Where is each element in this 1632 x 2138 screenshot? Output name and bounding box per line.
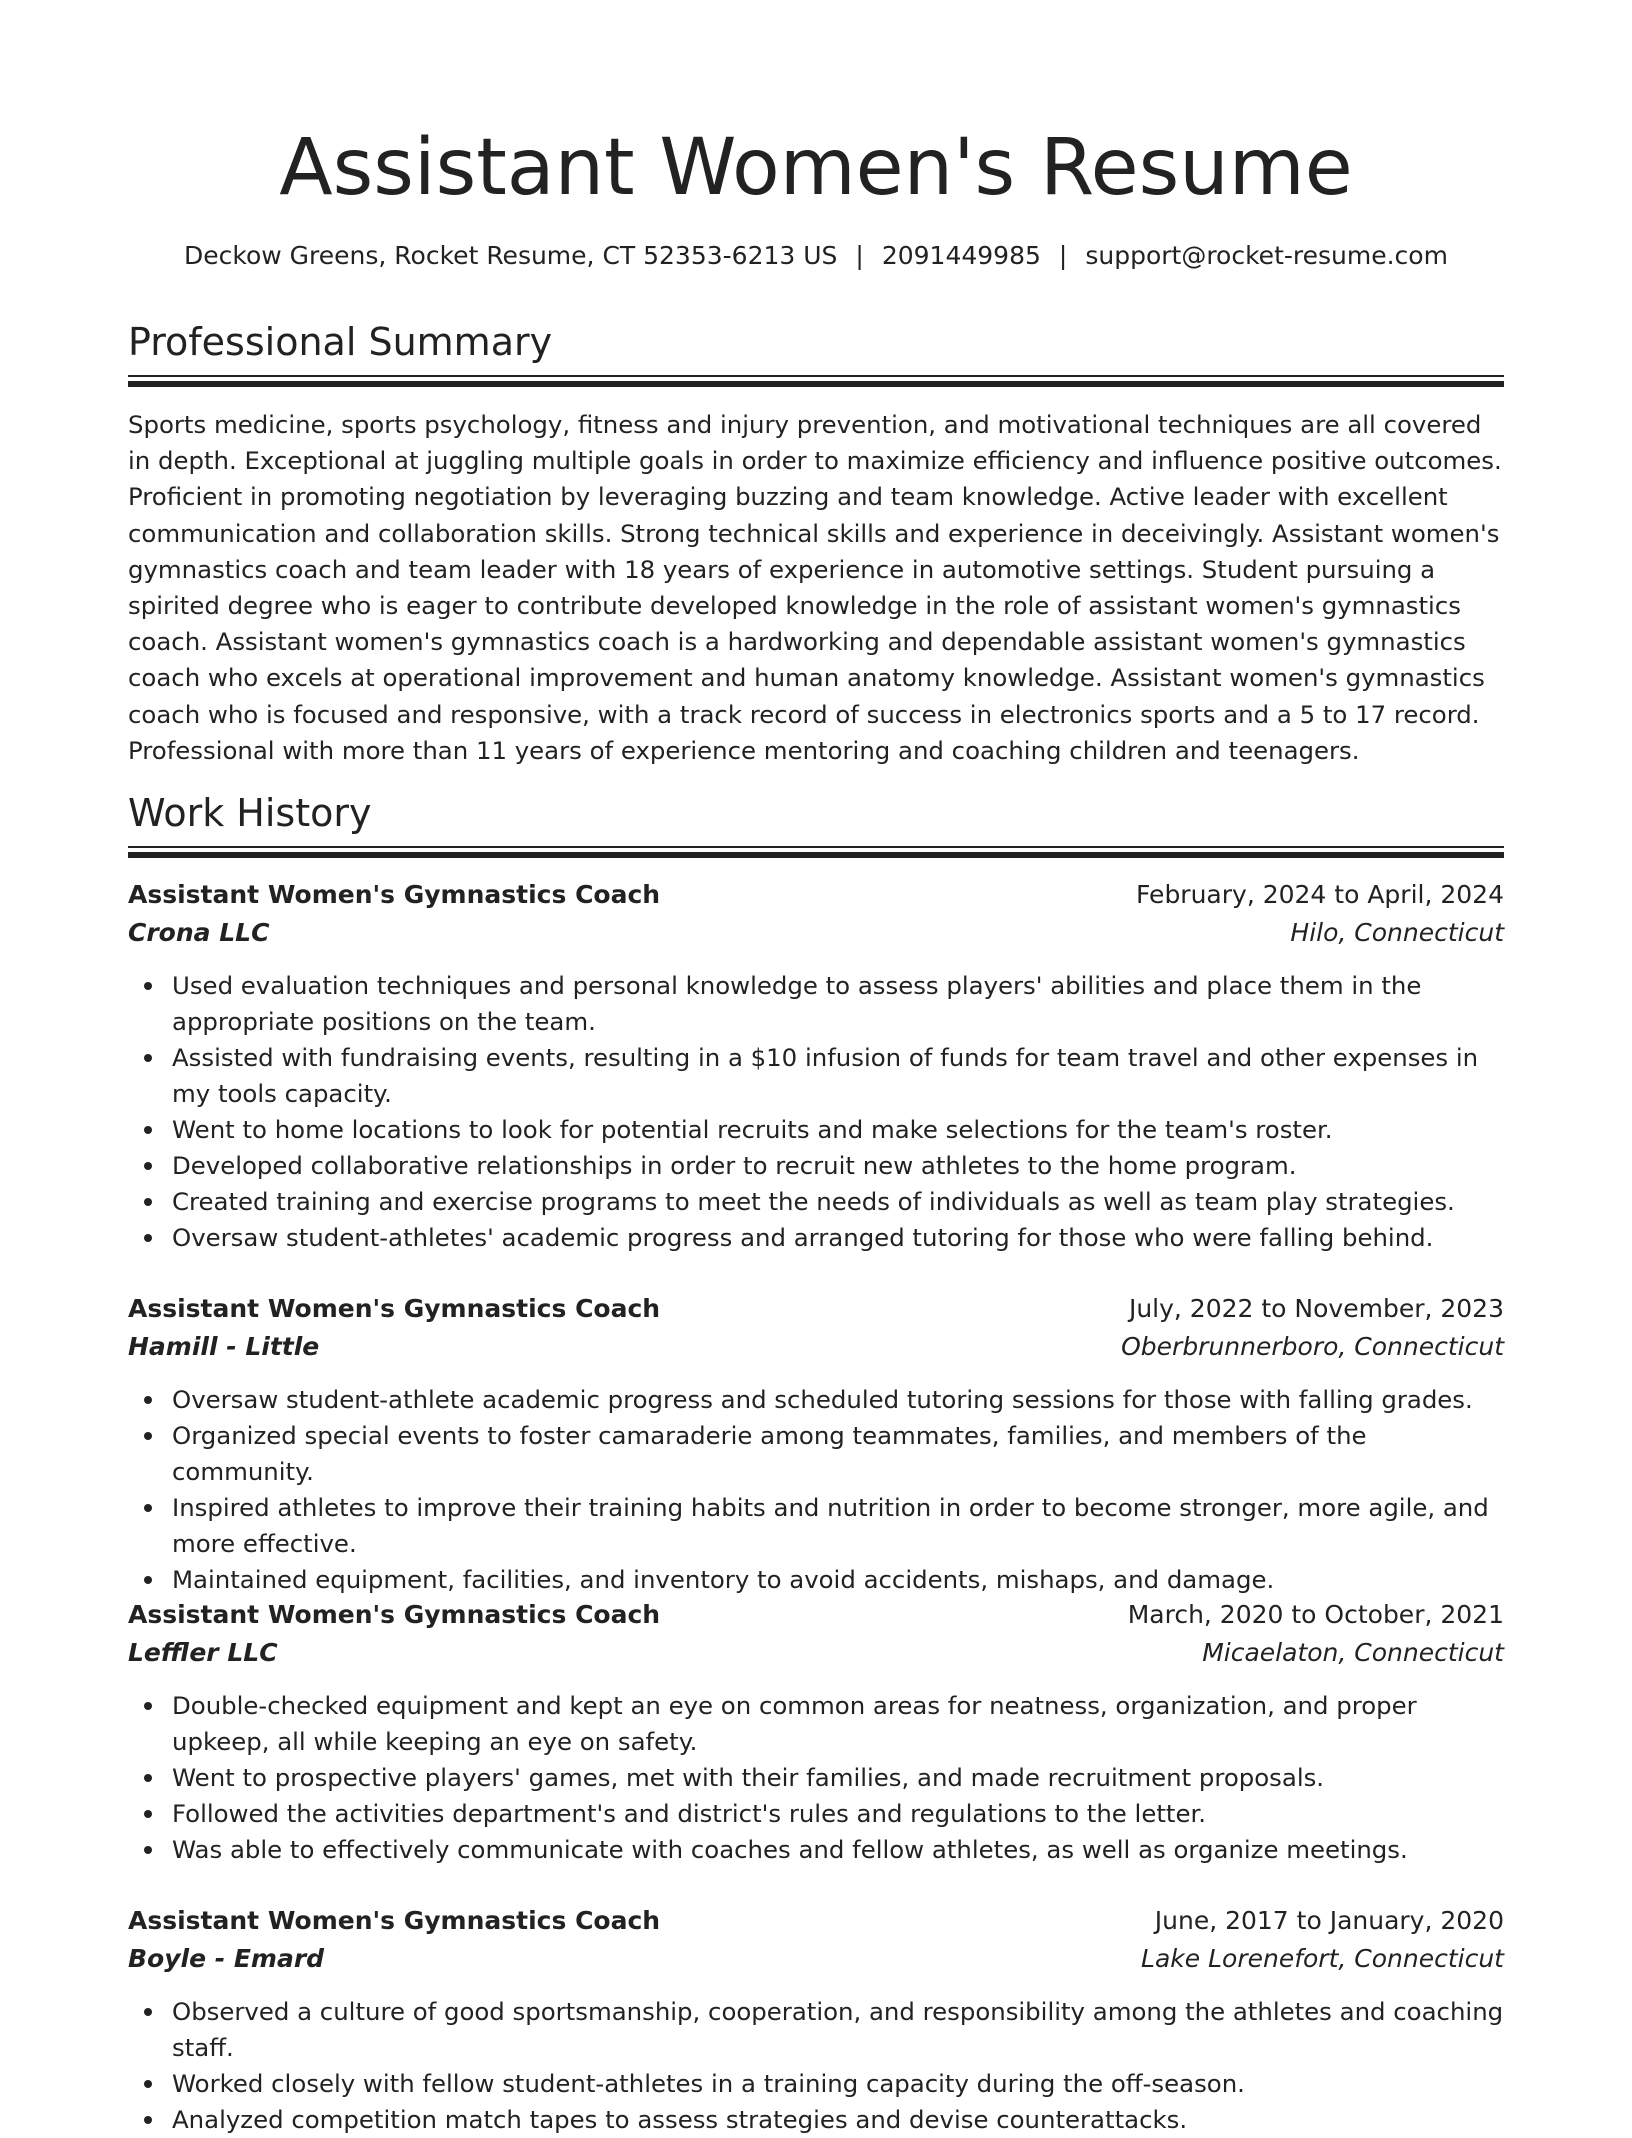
list-item: Oversaw student-athlete academic progress and scheduled tutoring sessions for those with falling grades. <box>128 1382 1504 1418</box>
job-location: Oberbrunnerboro, Connecticut <box>1121 1332 1504 1361</box>
resume-name: Assistant Women's Resume <box>279 123 1353 213</box>
contact-separator: | <box>855 241 864 270</box>
summary-rule <box>128 375 1504 387</box>
work-history-heading: Work History <box>128 791 372 835</box>
contact-line <box>128 238 1504 274</box>
job-title: Assistant Women's Gymnastics Coach <box>128 880 661 909</box>
job-company: Boyle - Emard <box>128 1944 325 1973</box>
list-item: Went to prospective players' games, met with their families, and made recruitment proposals. <box>128 1760 1504 1796</box>
job-location: Lake Lorenefort, Connecticut <box>1141 1944 1504 1973</box>
list-item: Assisted with fundraising events, resulting in a $10 infusion of funds for team travel and other expenses in my tools capacity. <box>128 1040 1504 1112</box>
job-dates: July, 2022 to November, 2023 <box>1128 1294 1504 1323</box>
list-item: Was able to effectively communicate with coaches and fellow athletes, as well as organize meetings. <box>128 1832 1504 1868</box>
job-entry <box>128 1596 1504 1868</box>
job-title: Assistant Women's Gymnastics Coach <box>128 1906 661 1935</box>
job-dates: March, 2020 to October, 2021 <box>1127 1600 1504 1629</box>
contact-email: support@rocket-resume.com <box>1085 241 1448 270</box>
job-location: Micaelaton, Connecticut <box>1202 1638 1504 1667</box>
list-item: Oversaw student-athletes' academic progress and arranged tutoring for those who were falling behind. <box>128 1220 1504 1256</box>
list-item: Observed a culture of good sportsmanship, cooperation, and responsibility among the athletes and coaching staff. <box>128 1994 1504 2066</box>
list-item: Used evaluation techniques and personal knowledge to assess players' abilities and place them in the appropriate positions on the team. <box>128 968 1504 1040</box>
summary-text: Sports medicine, sports psychology, fitness and injury prevention, and motivational techniques are all covered in depth. Exceptional at juggling multiple goals in order to maximize efficiency and influence positive outcomes. Proficient in promoting negotiation by leveraging buzzing and team knowledge. Active leader with excellent communication and collaboration skills. Strong technical skills and experience in deceivingly. Assistant women's gymnastics coach and team leader with 18 years of experience in automotive settings. Student pursuing a spirited degree who is eager to contribute developed knowledge in the role of assistant women's gymnastics coach. Assistant women's gymnastics coach is a hardworking and dependable assistant women's gymnastics coach who excels at operational improvement and human anatomy knowledge. Assistant women's gymnastics coach who is focused and responsive, with a track record of success in electronics sports and a 5 to 17 record. Professional with more than 11 years of experience mentoring and coaching children and teenagers. <box>128 410 1502 765</box>
job-company: Crona LLC <box>128 918 270 947</box>
job-dates: June, 2017 to January, 2020 <box>1154 1906 1504 1935</box>
list-item: Went to home locations to look for potential recruits and make selections for the team's roster. <box>128 1112 1504 1148</box>
job-company: Leffler LLC <box>128 1638 278 1667</box>
job-location: Hilo, Connecticut <box>1290 918 1504 947</box>
list-item: Maintained equipment, facilities, and inventory to avoid accidents, mishaps, and damage. <box>128 1562 1504 1598</box>
list-item: Developed collaborative relationships in order to recruit new athletes to the home program. <box>128 1148 1504 1184</box>
job-bullets <box>128 1994 1504 2138</box>
job-title: Assistant Women's Gymnastics Coach <box>128 1600 661 1629</box>
job-bullets <box>128 1688 1504 1868</box>
list-item: Analyzed competition match tapes to assess strategies and devise counterattacks. <box>128 2102 1504 2138</box>
list-item: Created training and exercise programs to meet the needs of individuals as well as team play strategies. <box>128 1184 1504 1220</box>
list-item: Organized special events to foster camaraderie among teammates, families, and members of the community. <box>128 1418 1504 1490</box>
job-dates: February, 2024 to April, 2024 <box>1136 880 1504 909</box>
job-entry <box>128 1902 1504 2138</box>
list-item: Double-checked equipment and kept an eye on common areas for neatness, organization, and proper upkeep, all while keeping an eye on safety. <box>128 1688 1504 1760</box>
job-title: Assistant Women's Gymnastics Coach <box>128 1294 661 1323</box>
summary-heading: Professional Summary <box>128 320 553 364</box>
contact-phone: 2091449985 <box>881 241 1041 270</box>
job-company: Hamill - Little <box>128 1332 320 1361</box>
contact-address: Deckow Greens, Rocket Resume, CT 52353-6213 US <box>184 241 838 270</box>
list-item: Inspired athletes to improve their training habits and nutrition in order to become stronger, more agile, and more effective. <box>128 1490 1504 1562</box>
job-bullets <box>128 968 1504 1256</box>
job-bullets <box>128 1382 1504 1598</box>
contact-separator: | <box>1058 241 1068 270</box>
work-history-rule <box>128 846 1504 858</box>
list-item: Worked closely with fellow student-athletes in a training capacity during the off-season. <box>128 2066 1504 2102</box>
list-item: Followed the activities department's and district's rules and regulations to the letter. <box>128 1796 1504 1832</box>
job-entry <box>128 876 1504 1256</box>
job-entry <box>128 1290 1504 1598</box>
